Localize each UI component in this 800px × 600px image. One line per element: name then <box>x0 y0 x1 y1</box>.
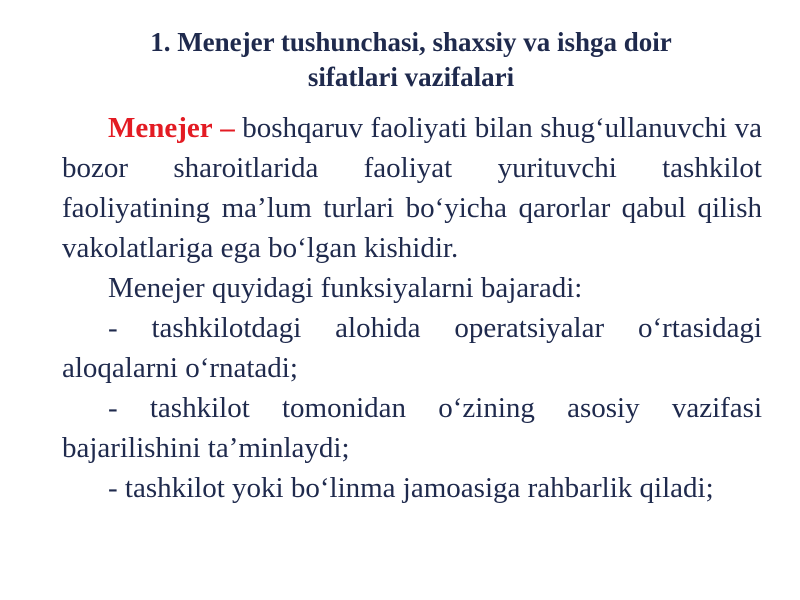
function-item-1: - tashkilotdagi alohida operatsiyalar o‘rtasidagi aloqalarni o‘rnatadi; <box>62 312 762 384</box>
slide-title-line-1: 1. Menejer tushunchasi, shaxsiy va ishga doir <box>150 27 672 57</box>
functions-intro: Menejer quyidagi funksiyalarni bajaradi: <box>108 272 583 304</box>
slide-body <box>62 108 762 508</box>
slide-title-line-2: sifatlari vazifalari <box>307 62 515 92</box>
function-item-2: - tashkilot tomonidan o‘zining asosiy vazifasi bajarilishini ta’minlaydi; <box>62 392 762 464</box>
definition-paragraph <box>62 108 762 268</box>
definition-dash: – <box>220 112 235 144</box>
definition-text: boshqaruv faoliyati bilan shug‘ullanuvchi va bozor sharoitlarida faoliyat yurituvchi tashkilot faoliyatining ma’lum turlari bo‘yicha qarorlar qabul qilish vakolatlariga ega bo‘lgan kishidir. <box>62 112 762 264</box>
function-item-3: - tashkilot yoki bo‘linma jamoasiga rahbarlik qiladi; <box>108 472 714 504</box>
definition-term: Menejer <box>108 112 213 144</box>
slide-title <box>60 25 762 95</box>
